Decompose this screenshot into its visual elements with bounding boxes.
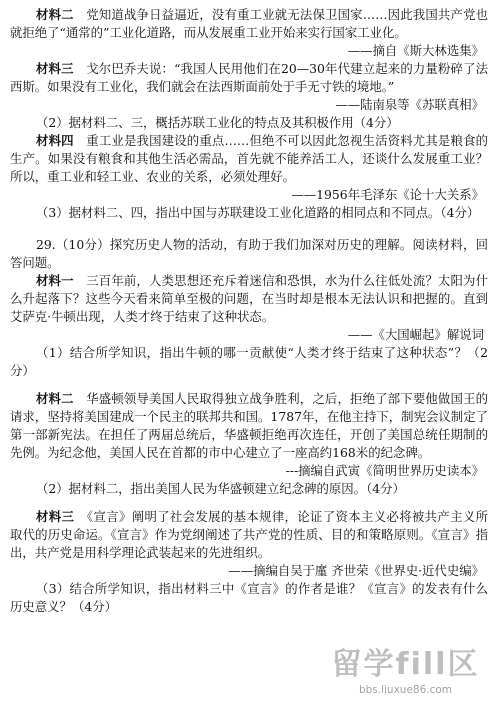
material-text: 戈尔巴乔夫说：“我国人民用他们在20—30年代建立起来的力量粉碎了法西斯。如果没有工业化，我们就会在法西斯面前处于手无寸铁的境地。” bbox=[10, 61, 489, 94]
material-source: ---摘编自武寅《简明世界历史读本》 bbox=[285, 463, 484, 478]
material-label: 材料三 bbox=[36, 509, 75, 524]
material-label: 材料二 bbox=[36, 7, 74, 22]
watermark-url: bbs.liuxue86.com bbox=[358, 684, 453, 696]
material-label: 材料四 bbox=[36, 133, 74, 148]
material-text: 华盛顿领导美国人民取得独立战争胜利，之后，拒绝了部下要他做国王的请求，坚持将美国建成一个民主的联邦共和国。1787年，在他主持下，制宪会议制定了第一部新宪法。在担任了两届总统后，华盛顿拒绝再次连任，开创了美国总统任期制的先例。为纪念他，美国人民在首都的市中心建立了一座高约168米的纪念碑。 bbox=[10, 391, 489, 460]
material-one-newton bbox=[10, 272, 488, 326]
material-source: ——摘自《斯大林选集》 bbox=[347, 43, 484, 58]
material-text: 党知道战争日益逼近，没有重工业就无法保卫国家……因此我国共产党也就拒绝了“通常的”工业化道路，而从发展重工业开始来实行国家工业化。 bbox=[10, 7, 489, 40]
question-3: （3）据材料二、四，指出中国与苏联建设工业化道路的相同点和不同点。（4分） bbox=[36, 205, 480, 220]
material-text: 重工业是我国建设的重点……但绝不可以因此忽视生活资料尤其是粮食的生产。如果没有粮食和其他生活必需品，首先就不能养活工人，还谈什么发展重工业？所以，重工业和轻工业、农业的关系，必须处理好。 bbox=[10, 133, 489, 184]
question-29-intro: 29.（10分）探究历史人物的活动，有助于我们加深对历史的理解。阅读材料，回答问题。 bbox=[10, 237, 488, 270]
material-label: 材料三 bbox=[36, 61, 74, 76]
exam-page bbox=[10, 0, 488, 616]
material-source: ——陆南泉等《苏联真相》 bbox=[335, 97, 484, 112]
question-29-1: （1）结合所学知识，指出牛顿的哪一贡献使“人类才终于结束了这种状态”？（2分） bbox=[10, 345, 488, 378]
question-2: （2）据材料二、三，概括苏联工业化的特点及其积极作用（4分） bbox=[36, 115, 399, 130]
watermark-logo-text: 留学fill区 bbox=[331, 647, 480, 682]
material-two-soviet bbox=[10, 6, 488, 42]
material-three-gorbachev bbox=[10, 60, 488, 96]
question-29-3: （3）结合所学知识，指出材料三中《宣言》的作者是谁？《宣言》的发表有什么历史意义？（4分） bbox=[10, 581, 488, 614]
material-label: 材料二 bbox=[36, 391, 74, 406]
material-text: 《宣言》阐明了社会发展的基本规律，论证了资本主义必将被共产主义所取代的历史命运。《宣言》作为党纲阐述了共产党的性质、目的和策略原则。《宣言》指出，共产党是用科学理论武装起来的先进组织。 bbox=[10, 509, 489, 560]
material-source: ——《大国崛起》解说词 bbox=[347, 327, 484, 342]
material-two-washington bbox=[10, 390, 488, 462]
material-text: 三百年前，人类思想还充斥着迷信和恐惧，水为什么往低处流？太阳为什么升起落下？这些今天看来简单至极的问题，在当时却是根本无法认识和把握的。直到艾萨克·牛顿出现，人类才终于结束了这种状态。 bbox=[10, 273, 489, 324]
site-watermark-logo bbox=[318, 647, 493, 703]
material-label: 材料一 bbox=[36, 273, 74, 288]
question-29-2: （2）据材料二，指出美国人民为华盛顿建立纪念碑的原因。（4分） bbox=[36, 481, 405, 496]
material-four-mao bbox=[10, 132, 488, 186]
material-source: ——摘编自吴于廑 齐世荣《世界史·近代史编》 bbox=[228, 563, 484, 578]
material-three-manifesto bbox=[10, 508, 488, 562]
material-source: ——1956年毛泽东《论十大关系》 bbox=[291, 187, 484, 202]
